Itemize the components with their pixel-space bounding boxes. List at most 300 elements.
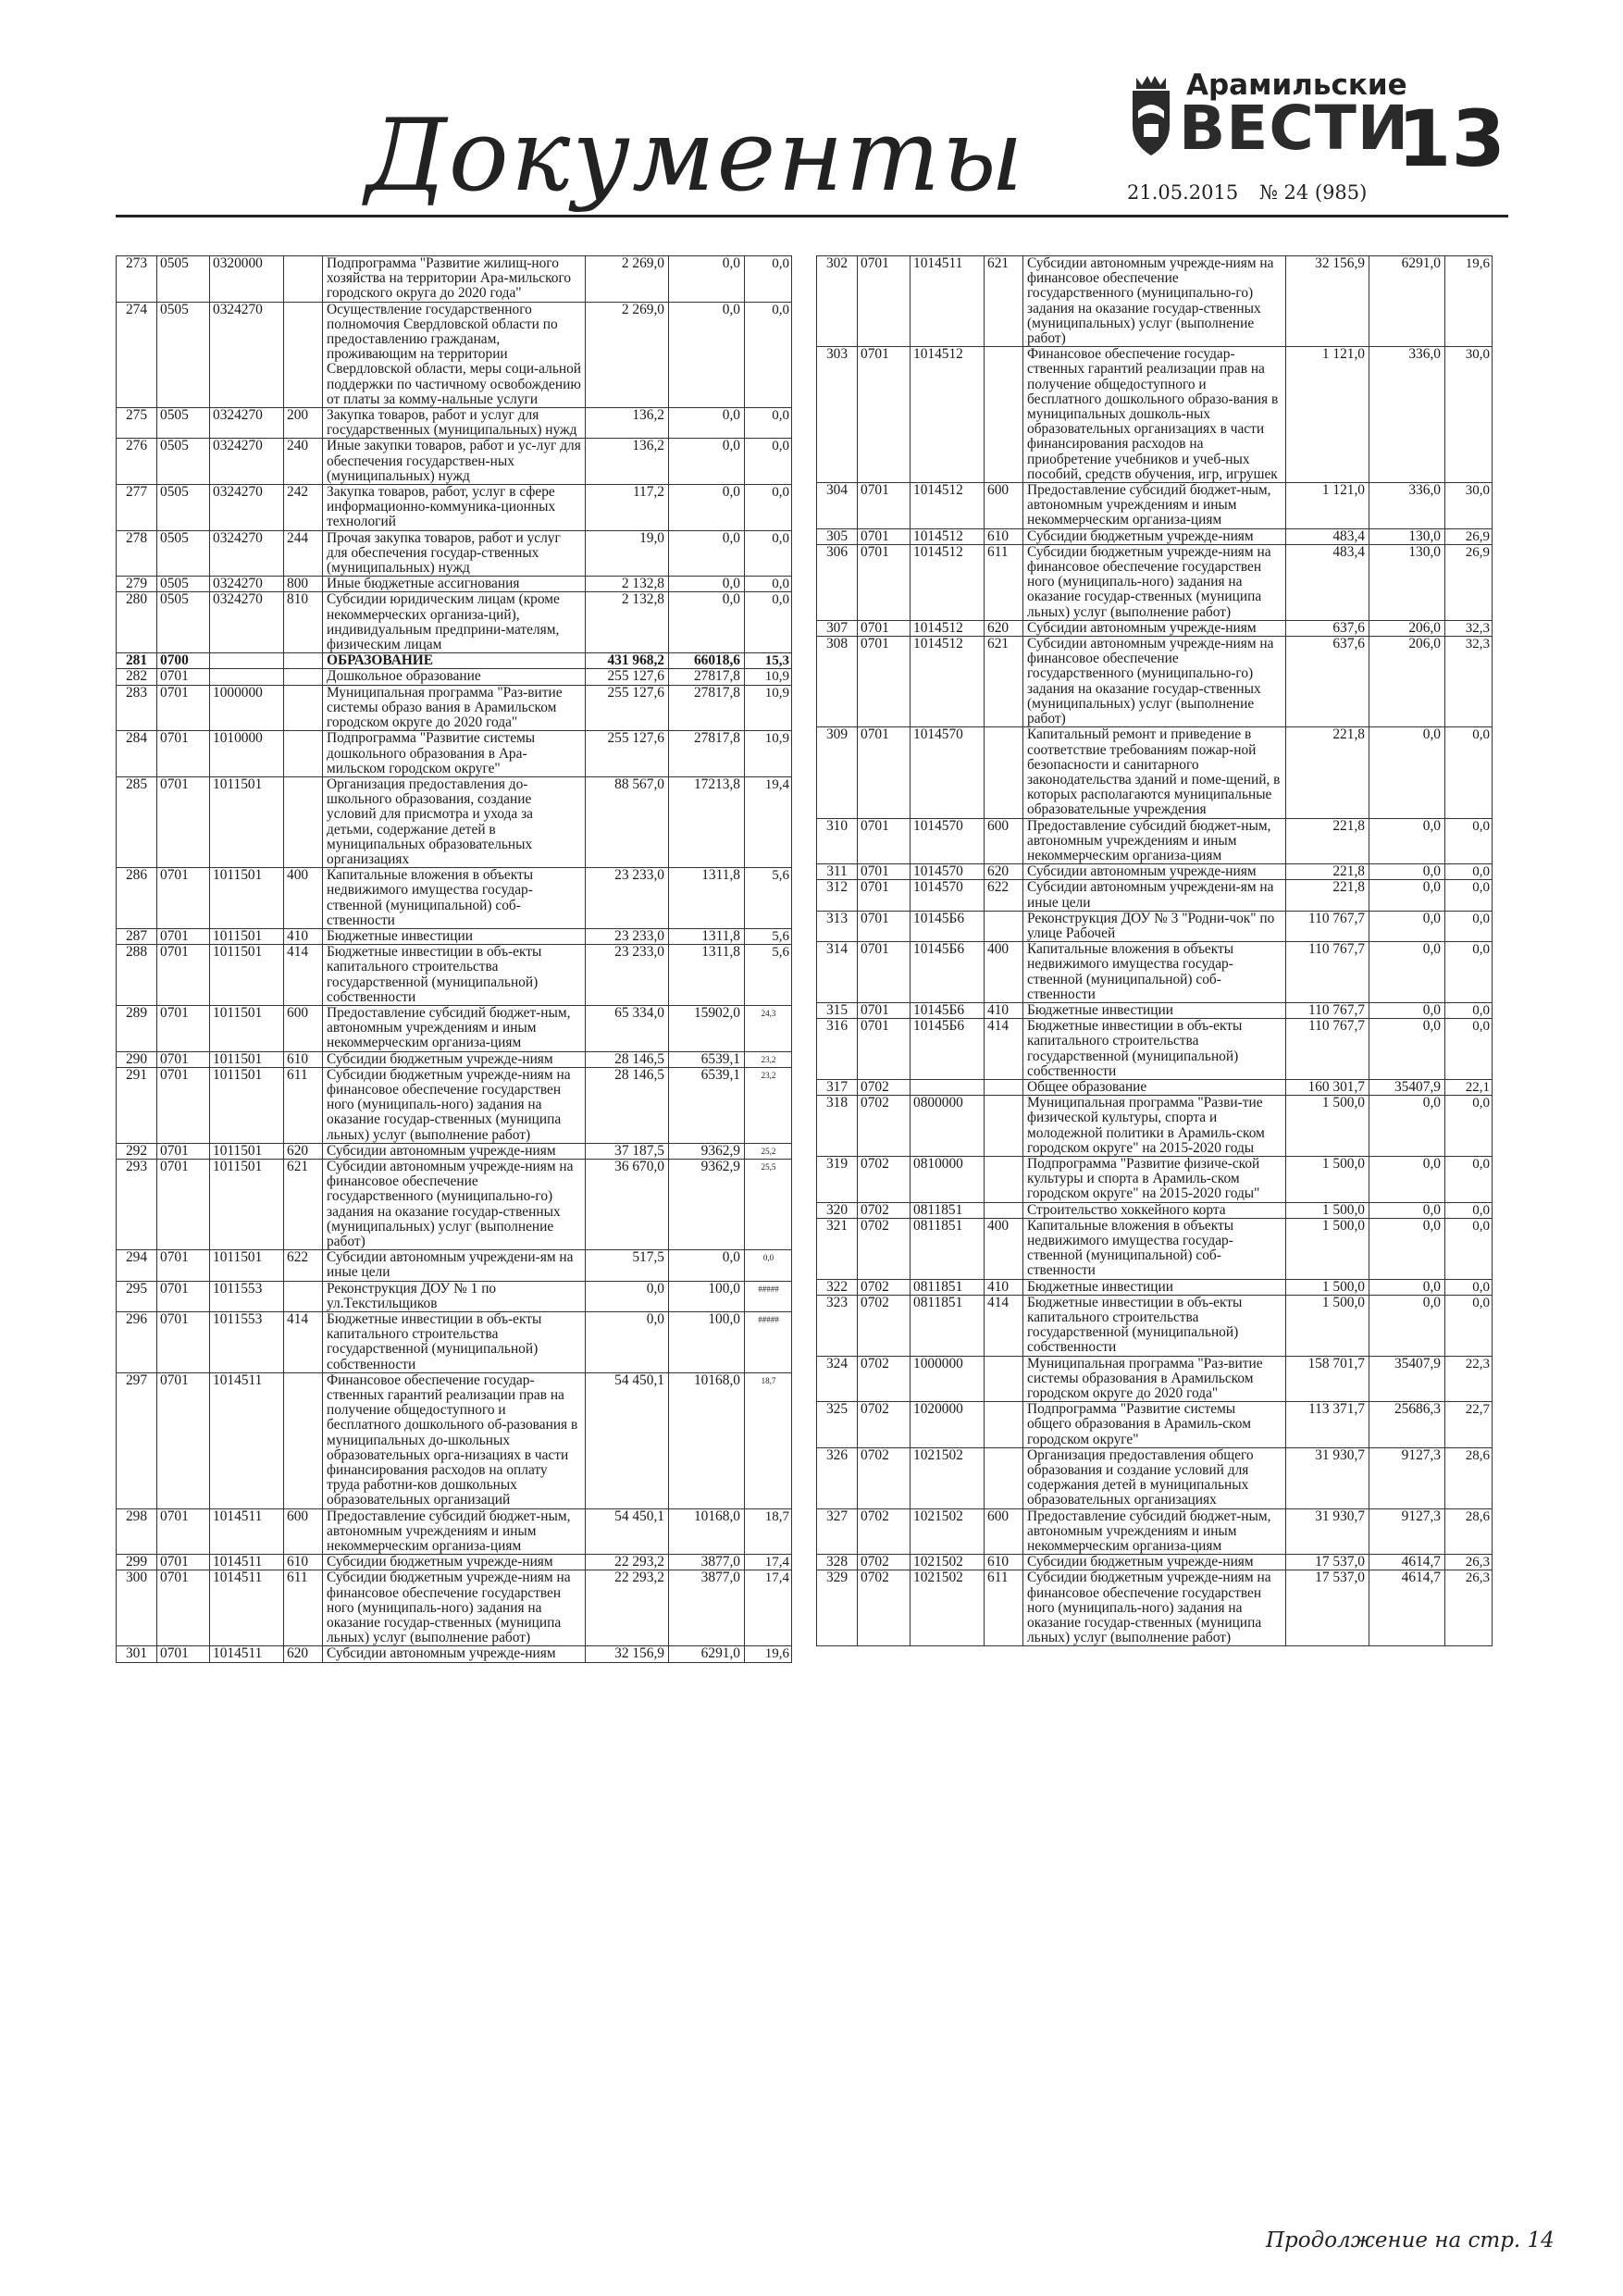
cell-actual-amount: 130,0 [1369,544,1445,620]
cell-expense-type: 414 [985,1295,1023,1356]
cell-plan-amount: 17 537,0 [1286,1555,1369,1570]
cell-plan-amount: 221,8 [1286,818,1369,864]
cell-plan-amount: 0,0 [586,1281,669,1311]
cell-section-code: 0701 [157,1372,210,1508]
cell-target-code: 1014511 [210,1372,284,1508]
cell-plan-amount: 2 269,0 [586,256,669,303]
cell-target-code: 0320000 [210,256,284,303]
cell-actual-amount: 0,0 [669,302,745,407]
cell-percent: 19,6 [1445,256,1493,347]
cell-section-code: 0702 [858,1447,911,1508]
cell-percent: 5,6 [745,928,792,944]
cell-target-code: 1014512 [911,347,985,483]
cell-row-name: Субсидии автономным учрежде-ниям [323,1143,586,1159]
cell-expense-type [284,302,323,407]
table-row [817,347,1493,483]
cell-row-name: Подпрограмма "Развитие жилищ-ного хозяйства на территории Ара-мильского городского округа до 2020 года" [323,256,586,303]
table-row [817,1555,1493,1570]
cell-row-name: Организация предоставления общего образования и создание условий для содержания детей в муниципальных образовательных организациях [1023,1447,1286,1508]
section-title: Документы [365,98,1025,214]
cell-actual-amount: 27817,8 [669,685,745,731]
cell-actual-amount: 4614,7 [1369,1555,1445,1570]
cell-expense-type: 620 [985,864,1023,880]
cell-target-code: 10145Б6 [911,1019,985,1080]
issue-line [1127,181,1381,204]
cell-target-code: 1011553 [210,1312,284,1373]
cell-expense-type: 622 [284,1250,323,1281]
table-row [117,1555,792,1570]
cell-row-number: 317 [817,1079,858,1095]
cell-expense-type: 610 [985,1555,1023,1570]
cell-percent: 0,0 [1445,1218,1493,1279]
cell-row-name: Реконструкция ДОУ № 3 "Родни-чок" по улице Рабочей [1023,911,1286,941]
cell-target-code: 1011501 [210,776,284,867]
cell-row-number: 308 [817,637,858,727]
table-row [817,1356,1493,1402]
cell-target-code: 1011501 [210,945,284,1006]
cell-percent: ##### [745,1312,792,1373]
cell-section-code: 0701 [157,1005,210,1051]
header-rule [116,215,1508,217]
cell-target-code: 1011501 [210,1067,284,1143]
cell-percent: 5,6 [745,868,792,929]
table-row [817,1295,1493,1356]
cell-target-code: 0324270 [210,577,284,592]
cell-target-code: 0810000 [911,1156,985,1202]
cell-row-name: Иные бюджетные ассигнования [323,577,586,592]
cell-plan-amount: 255 127,6 [586,669,669,685]
cell-section-code: 0701 [157,1281,210,1311]
cell-row-number: 284 [117,731,157,777]
cell-percent: 0,0 [745,439,792,485]
table-row [817,1156,1493,1202]
cell-actual-amount: 336,0 [1369,347,1445,483]
cell-row-number: 312 [817,880,858,911]
table-row [117,1067,792,1143]
cell-target-code: 0324270 [210,439,284,485]
cell-row-number: 321 [817,1218,858,1279]
cell-row-name: Подпрограмма "Развитие физиче-ской культуры и спорта в Арамиль-ском городском округе" на 2015-2020 годы" [1023,1156,1286,1202]
cell-row-number: 297 [117,1372,157,1508]
cell-row-name: Бюджетные инвестиции в объ-екты капитального строительства государственной (муниципальной) собственности [323,945,586,1006]
cell-percent: 0,0 [745,577,792,592]
cell-row-name: Бюджетные инвестиции [323,928,586,944]
cell-plan-amount: 517,5 [586,1250,669,1281]
cell-expense-type: 400 [985,1218,1023,1279]
table-column-left [116,255,791,1663]
cell-section-code: 0701 [157,928,210,944]
cell-row-name: Организация предоставления до-школьного образования, создание условий для присмотра и ухода за детьми, содержание детей в муниципальных образовательных организациях [323,776,586,867]
cell-plan-amount: 2 269,0 [586,302,669,407]
cell-percent: 0,0 [1445,1202,1493,1218]
table-row [117,1250,792,1281]
cell-expense-type: 611 [985,544,1023,620]
cell-percent: 0,0 [745,302,792,407]
cell-section-code: 0701 [858,347,911,483]
cell-section-code: 0701 [157,1067,210,1143]
cell-plan-amount: 136,2 [586,408,669,439]
cell-actual-amount: 336,0 [1369,483,1445,529]
cell-expense-type: 244 [284,530,323,577]
cell-expense-type: 242 [284,485,323,531]
table-row [117,1508,792,1555]
cell-actual-amount: 27817,8 [669,731,745,777]
cell-target-code: 1020000 [911,1402,985,1448]
table-row [117,1051,792,1067]
cell-percent: 0,0 [745,1250,792,1281]
cell-percent: 0,0 [1445,1002,1493,1018]
cell-section-code: 0701 [157,868,210,929]
cell-plan-amount: 110 767,7 [1286,1019,1369,1080]
cell-expense-type [284,685,323,731]
cell-section-code: 0701 [157,1312,210,1373]
cell-row-name: Субсидии автономным учрежде-ниям на финансовое обеспечение государственного (муниципально-го) задания на оказание государ-ственных (муниципальных) услуг (выполнение работ) [323,1159,586,1249]
cell-actual-amount: 66018,6 [669,653,745,669]
cell-percent: 0,0 [745,530,792,577]
cell-actual-amount: 0,0 [1369,727,1445,818]
table-row [817,880,1493,911]
cell-row-number: 279 [117,577,157,592]
cell-target-code: 1010000 [210,731,284,777]
cell-row-name: Субсидии автономным учрежде-ниям на финансовое обеспечение государственного (муниципально-го) задания на оказание государ-ственных (муниципальных) услуг (выполнение работ) [1023,637,1286,727]
cell-percent: 26,9 [1445,528,1493,544]
cell-actual-amount: 0,0 [1369,942,1445,1003]
cell-row-number: 301 [117,1646,157,1662]
cell-expense-type: 621 [284,1159,323,1249]
cell-actual-amount: 0,0 [1369,864,1445,880]
table-row [817,1202,1493,1218]
cell-percent: 0,0 [1445,1019,1493,1080]
cell-section-code: 0701 [157,1051,210,1067]
cell-plan-amount: 136,2 [586,439,669,485]
cell-section-code: 0701 [858,880,911,911]
table-row [117,408,792,439]
cell-expense-type: 400 [284,868,323,929]
cell-section-code: 0505 [157,302,210,407]
cell-section-code: 0701 [858,864,911,880]
cell-percent: 22,7 [1445,1402,1493,1448]
cell-percent: 0,0 [1445,880,1493,911]
cell-section-code: 0702 [858,1508,911,1555]
cell-percent: 19,6 [745,1646,792,1662]
cell-plan-amount: 54 450,1 [586,1372,669,1508]
cell-percent: 0,0 [1445,1156,1493,1202]
cell-plan-amount: 31 930,7 [1286,1447,1369,1508]
cell-row-name: Предоставление субсидий бюджет-ным, автономным учреждениям и иным некоммерческим организа-циям [323,1005,586,1051]
cell-actual-amount: 0,0 [1369,1096,1445,1157]
cell-row-number: 290 [117,1051,157,1067]
cell-target-code: 1011553 [210,1281,284,1311]
cell-row-name: Капитальные вложения в объекты недвижимого имущества государ-ственной (муниципальной) соб-ственности [323,868,586,929]
cell-expense-type: 621 [985,256,1023,347]
cell-percent: 22,1 [1445,1079,1493,1095]
cell-row-number: 325 [817,1402,858,1448]
cell-plan-amount: 36 670,0 [586,1159,669,1249]
cell-section-code: 0701 [157,669,210,685]
cell-plan-amount: 637,6 [1286,637,1369,727]
cell-expense-type: 620 [284,1143,323,1159]
cell-row-name: Финансовое обеспечение государ-ственных гарантий реализации прав на получение общедоступного и бесплатного дошкольного об-разования в муниципальных до-школьных образовательных орга-низациях в части финансирования расходов на оплату труда работни-ков дошкольных образовательных организаций [323,1372,586,1508]
table-row [117,1159,792,1249]
cell-actual-amount: 0,0 [1369,1156,1445,1202]
cell-row-name: Субсидии автономным учрежде-ниям [1023,620,1286,636]
cell-plan-amount: 23 233,0 [586,945,669,1006]
cell-target-code: 1014511 [210,1570,284,1646]
table-row [817,1508,1493,1555]
cell-row-name: Капитальный ремонт и приведение в соответствие требованиям пожар-ной безопасности и санитарного законодательства зданий и поме-щений, в которых располагаются муниципальные образовательные учреждения [1023,727,1286,818]
table-row [817,1570,1493,1646]
cell-target-code: 0811851 [911,1202,985,1218]
table-row [817,1002,1493,1018]
table-row [117,530,792,577]
cell-row-number: 293 [117,1159,157,1249]
table-row [817,1279,1493,1295]
cell-plan-amount: 1 121,0 [1286,347,1369,483]
cell-percent: 0,0 [1445,911,1493,941]
table-row [117,1143,792,1159]
cell-percent: 0,0 [1445,818,1493,864]
cell-percent: 19,4 [745,776,792,867]
cell-plan-amount: 1 500,0 [1286,1279,1369,1295]
cell-section-code: 0702 [858,1555,911,1570]
cell-expense-type [284,1281,323,1311]
cell-row-name: Бюджетные инвестиции в объ-екты капитального строительства государственной (муниципальной) собственности [1023,1295,1286,1356]
cell-row-number: 299 [117,1555,157,1570]
table-row [817,818,1493,864]
cell-actual-amount: 100,0 [669,1312,745,1373]
budget-table-left [116,255,792,1663]
cell-target-code: 0324270 [210,302,284,407]
cell-actual-amount: 0,0 [1369,1002,1445,1018]
cell-row-name: Предоставление субсидий бюджет-ным, автономным учреждениям и иным некоммерческим организа-циям [323,1508,586,1555]
cell-row-number: 327 [817,1508,858,1555]
cell-percent: 0,0 [1445,727,1493,818]
cell-percent: 23,2 [745,1051,792,1067]
cell-actual-amount: 100,0 [669,1281,745,1311]
cell-percent: ##### [745,1281,792,1311]
cell-plan-amount: 54 450,1 [586,1508,669,1555]
cell-section-code: 0702 [858,1202,911,1218]
cell-expense-type: 414 [284,945,323,1006]
cell-row-number: 296 [117,1312,157,1373]
table-row [817,1218,1493,1279]
cell-row-name: Субсидии бюджетным учрежде-ниям [323,1051,586,1067]
cell-plan-amount: 1 500,0 [1286,1202,1369,1218]
cell-section-code: 0505 [157,256,210,303]
cell-percent: 25,2 [745,1143,792,1159]
cell-actual-amount: 9127,3 [1369,1447,1445,1508]
cell-section-code: 0505 [157,485,210,531]
cell-row-name: ОБРАЗОВАНИЕ [323,653,586,669]
cell-row-name: Субсидии бюджетным учрежде-ниям на финансовое обеспечение государствен ного (муниципаль-ного) задания на оказание государ-ственных (муниципа льных) услуг (выполнение работ) [323,1067,586,1143]
cell-row-name: Предоставление субсидий бюджет-ным, автономным учреждениям и иным некоммерческим организа-циям [1023,818,1286,864]
cell-expense-type [284,731,323,777]
cell-section-code: 0701 [858,911,911,941]
cell-actual-amount: 17213,8 [669,776,745,867]
cell-row-number: 300 [117,1570,157,1646]
cell-actual-amount: 4614,7 [1369,1570,1445,1646]
cell-plan-amount: 1 121,0 [1286,483,1369,529]
cell-actual-amount: 0,0 [669,577,745,592]
cell-percent: 28,6 [1445,1447,1493,1508]
cell-section-code: 0701 [157,685,210,731]
cell-target-code: 0811851 [911,1218,985,1279]
cell-target-code: 0800000 [911,1096,985,1157]
table-row [817,1447,1493,1508]
cell-actual-amount: 0,0 [1369,880,1445,911]
cell-plan-amount: 37 187,5 [586,1143,669,1159]
table-row [817,637,1493,727]
cell-row-name: Субсидии автономным учреждени-ям на иные цели [1023,880,1286,911]
cell-percent: 0,0 [1445,942,1493,1003]
cell-expense-type: 600 [985,818,1023,864]
cell-row-name: Субсидии автономным учрежде-ниям [323,1646,586,1662]
cell-percent: 22,3 [1445,1356,1493,1402]
cell-expense-type: 600 [284,1005,323,1051]
continued-note: Продолжение на стр. 14 [1266,2228,1555,2253]
cell-percent: 32,3 [1445,637,1493,727]
budget-table-left-body [117,256,792,1663]
cell-row-name: Субсидии бюджетным учрежде-ниям на финансовое обеспечение государствен ного (муниципаль-ного) задания на оказание государ-ственных (муниципа льных) услуг (выполнение работ) [1023,1570,1286,1646]
cell-target-code: 1014570 [911,727,985,818]
table-row [117,1005,792,1051]
cell-target-code: 1014570 [911,880,985,911]
cell-expense-type [284,1372,323,1508]
cell-percent: 17,4 [745,1570,792,1646]
cell-section-code: 0701 [858,727,911,818]
cell-target-code: 1000000 [911,1356,985,1402]
cell-actual-amount: 0,0 [1369,1279,1445,1295]
cell-section-code: 0505 [157,408,210,439]
cell-plan-amount: 31 930,7 [1286,1508,1369,1555]
cell-row-number: 286 [117,868,157,929]
cell-actual-amount: 9362,9 [669,1143,745,1159]
cell-section-code: 0702 [858,1096,911,1157]
cell-plan-amount: 23 233,0 [586,928,669,944]
cell-row-name: Подпрограмма "Развитие системы дошкольного образования в Ара-мильском городском округе" [323,731,586,777]
cell-percent: 30,0 [1445,347,1493,483]
cell-row-number: 288 [117,945,157,1006]
table-row [817,620,1493,636]
cell-target-code: 10145Б6 [911,942,985,1003]
table-row [117,1646,792,1662]
cell-actual-amount: 1311,8 [669,928,745,944]
table-row [117,1570,792,1646]
cell-row-number: 281 [117,653,157,669]
cell-expense-type [985,911,1023,941]
table-row [817,544,1493,620]
cell-expense-type: 810 [284,592,323,653]
cell-section-code: 0702 [858,1279,911,1295]
cell-row-number: 292 [117,1143,157,1159]
cell-plan-amount: 32 156,9 [1286,256,1369,347]
cell-percent: 17,4 [745,1555,792,1570]
cell-row-number: 306 [817,544,858,620]
cell-target-code: 1014570 [911,864,985,880]
cell-plan-amount: 17 537,0 [1286,1570,1369,1646]
cell-actual-amount: 0,0 [669,530,745,577]
cell-row-name: Субсидии бюджетным учрежде-ниям [1023,528,1286,544]
cell-target-code: 1014511 [210,1646,284,1662]
cell-percent: 0,0 [745,408,792,439]
table-row [117,256,792,303]
cell-section-code: 0505 [157,530,210,577]
cell-percent: 18,7 [745,1372,792,1508]
cell-target-code: 1014512 [911,528,985,544]
cell-row-name: Иные закупки товаров, работ и ус-луг для обеспечения государствен-ных (муниципальных) нужд [323,439,586,485]
cell-row-number: 303 [817,347,858,483]
cell-row-number: 277 [117,485,157,531]
cell-actual-amount: 15902,0 [669,1005,745,1051]
cell-target-code: 1014512 [911,544,985,620]
table-row [117,653,792,669]
cell-expense-type [284,776,323,867]
cell-percent: 0,0 [1445,1096,1493,1157]
cell-row-number: 319 [817,1156,858,1202]
cell-expense-type [985,347,1023,483]
cell-plan-amount: 221,8 [1286,727,1369,818]
cell-plan-amount: 1 500,0 [1286,1218,1369,1279]
cell-row-number: 315 [817,1002,858,1018]
table-row [817,483,1493,529]
cell-section-code: 0702 [858,1402,911,1448]
cell-section-code: 0505 [157,577,210,592]
cell-row-number: 283 [117,685,157,731]
cell-plan-amount: 221,8 [1286,864,1369,880]
cell-row-name: Предоставление субсидий бюджет-ным, автономным учреждениям и иным некоммерческим организа-циям [1023,1508,1286,1555]
cell-section-code: 0701 [858,1019,911,1080]
cell-row-number: 311 [817,864,858,880]
cell-expense-type [985,727,1023,818]
cell-section-code: 0701 [157,1570,210,1646]
cell-target-code: 1014512 [911,620,985,636]
cell-section-code: 0702 [858,1079,911,1095]
cell-plan-amount: 483,4 [1286,528,1369,544]
cell-section-code: 0702 [858,1356,911,1402]
cell-expense-type [985,1402,1023,1448]
cell-target-code: 1021502 [911,1447,985,1508]
cell-percent: 10,9 [745,731,792,777]
cell-row-name: Закупка товаров, работ, услуг в сфере информационно-коммуника-ционных технологий [323,485,586,531]
cell-row-number: 316 [817,1019,858,1080]
cell-row-number: 291 [117,1067,157,1143]
cell-row-name: Подпрограмма "Развитие системы общего образования в Арамиль-ском городском округе" [1023,1402,1286,1448]
cell-target-code: 1011501 [210,1250,284,1281]
cell-section-code: 0701 [858,1002,911,1018]
cell-plan-amount: 32 156,9 [586,1646,669,1662]
cell-section-code: 0701 [157,1555,210,1570]
cell-section-code: 0505 [157,592,210,653]
table-row [117,868,792,929]
cell-actual-amount: 0,0 [1369,818,1445,864]
cell-section-code: 0701 [157,1143,210,1159]
cell-target-code: 10145Б6 [911,1002,985,1018]
cell-target-code: 0811851 [911,1295,985,1356]
cell-plan-amount: 255 127,6 [586,731,669,777]
cell-row-name: Реконструкция ДОУ № 1 по ул.Текстильщиков [323,1281,586,1311]
cell-plan-amount: 221,8 [1286,880,1369,911]
table-row [817,1019,1493,1080]
cell-plan-amount: 110 767,7 [1286,942,1369,1003]
cell-plan-amount: 1 500,0 [1286,1295,1369,1356]
cell-section-code: 0701 [858,256,911,347]
cell-plan-amount: 22 293,2 [586,1570,669,1646]
cell-row-name: Субсидии бюджетным учрежде-ниям на финансовое обеспечение государствен ного (муниципаль-ного) задания на оказание государ-ственных (муниципа льных) услуг (выполнение работ) [323,1570,586,1646]
table-row [817,1402,1493,1448]
cell-target-code: 1011501 [210,1143,284,1159]
cell-section-code: 0702 [858,1218,911,1279]
cell-row-number: 329 [817,1570,858,1646]
